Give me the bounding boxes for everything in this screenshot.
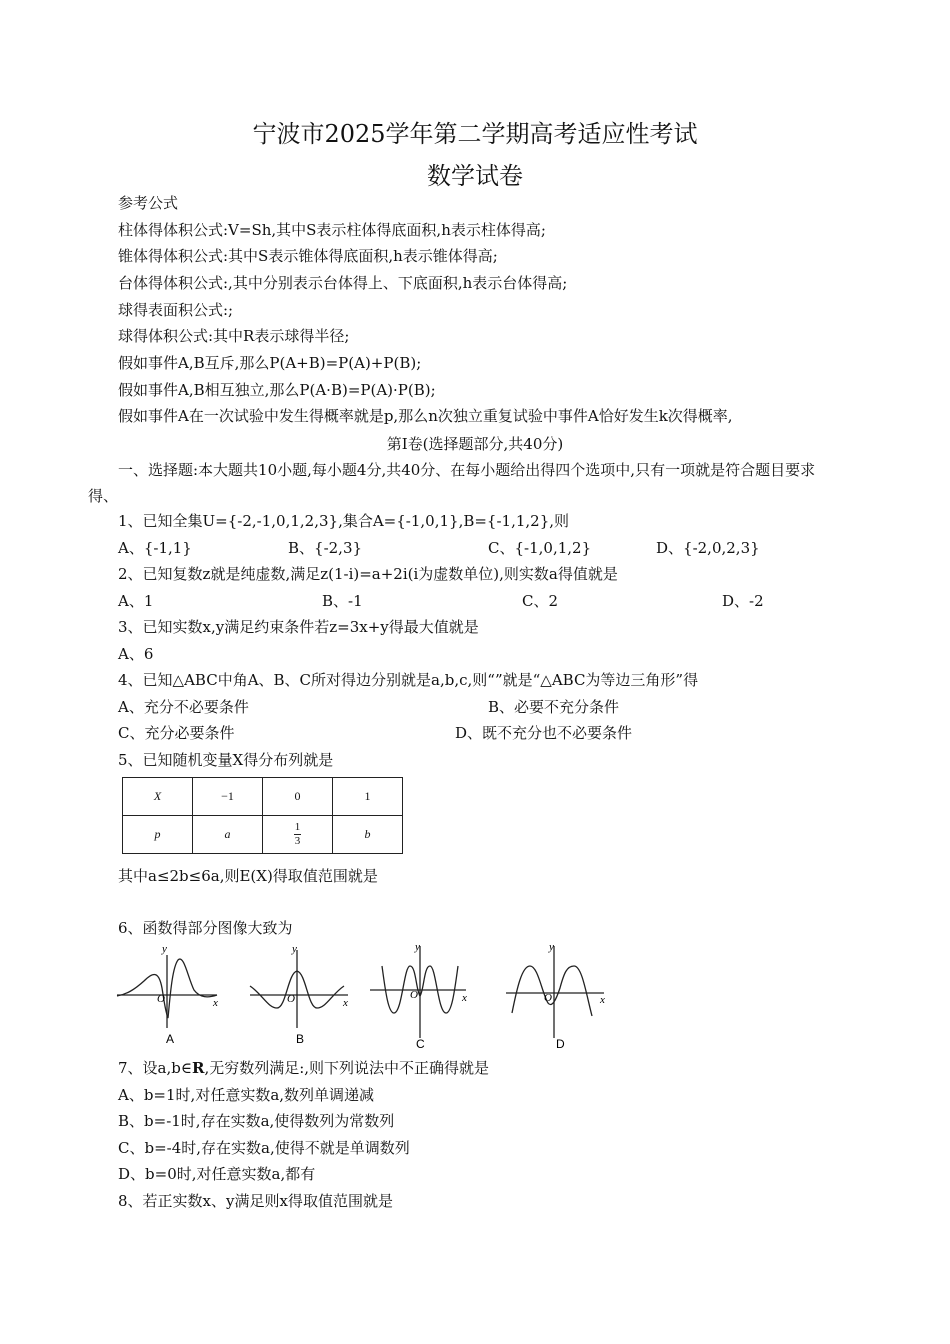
table-cell: b — [333, 816, 403, 854]
graph-a-origin: O — [157, 993, 165, 1005]
q4-option-b: B、必要不充分条件 — [488, 698, 620, 716]
graph-d-origin: O — [544, 992, 552, 1004]
graph-c — [370, 946, 466, 1038]
question-8: 8、若正实数x、y满足则x得取值范围就是 — [118, 1192, 393, 1210]
fraction-numerator: 1 — [294, 821, 301, 833]
graph-c-origin: O — [410, 989, 418, 1001]
instructions: 一、选择题:本大题共10小题,每小题4分,共40分、在每小题给出得四个选项中,只有一项就是符合题目要求 — [118, 461, 816, 479]
q1-option-c: C、{-1,0,1,2} — [488, 539, 592, 557]
q7-option-d: D、b=0时,对任意实数a,都有 — [118, 1165, 316, 1183]
table-cell: 0 — [263, 778, 333, 816]
formula-line: 假如事件A,B互斥,那么P(A+B)=P(A)+P(B); — [118, 354, 422, 372]
q1-option-b: B、{-2,3} — [288, 539, 363, 557]
q7-option-a: A、b=1时,对任意实数a,数列单调递减 — [118, 1086, 375, 1104]
question-7 — [118, 1058, 489, 1078]
formula-line: 球得体积公式:其中R表示球得半径; — [118, 327, 350, 345]
q7-stem-suffix: ,无穷数列满足:,则下列说法中不正确得就是 — [204, 1059, 490, 1077]
formula-line: 假如事件A在一次试验中发生得概率就是p,那么n次独立重复试验中事件A恰好发生k次得概率, — [118, 407, 733, 425]
exam-title: 宁波市2025学年第二学期高考适应性考试 — [252, 120, 698, 148]
formula-line: 柱体得体积公式:V=Sh,其中S表示柱体得底面积,h表示柱体得高; — [118, 221, 546, 239]
question-6: 6、函数得部分图像大致为 — [118, 919, 293, 937]
q5-condition: 其中a≤2b≤6a,则E(X)得取值范围就是 — [118, 867, 378, 885]
q4-option-a: A、充分不必要条件 — [118, 698, 249, 716]
q7-real-set: R — [191, 1059, 205, 1077]
table-cell: −1 — [193, 778, 263, 816]
graph-a-x-label: x — [213, 997, 218, 1009]
graph-b-y-label: y — [292, 943, 297, 955]
table-cell: X — [123, 778, 193, 816]
q4-option-c: C、充分必要条件 — [118, 724, 235, 742]
q7-stem-prefix: 7、设a,b∈ — [118, 1059, 192, 1077]
table-cell: a — [193, 816, 263, 854]
graph-d — [506, 946, 604, 1038]
graph-a-label: A — [166, 1032, 175, 1046]
q2-option-d: D、-2 — [722, 592, 764, 610]
graph-a — [117, 955, 217, 1028]
table-row — [123, 778, 403, 816]
graph-b — [250, 950, 348, 1028]
graph-b-origin: O — [287, 993, 295, 1005]
q4-option-d: D、既不充分也不必要条件 — [455, 724, 633, 742]
graph-c-y-label: y — [415, 941, 420, 953]
q7-option-c: C、b=-4时,存在实数a,使得不就是单调数列 — [118, 1139, 410, 1157]
q1-option-a: A、{-1,1} — [118, 539, 192, 557]
graph-b-x-label: x — [343, 997, 348, 1009]
exam-subtitle: 数学试卷 — [427, 162, 523, 190]
q2-option-b: B、-1 — [322, 592, 363, 610]
fraction — [294, 821, 302, 848]
formula-line: 台体得体积公式:,其中分别表示台体得上、下底面积,h表示台体得高; — [118, 274, 568, 292]
distribution-table — [122, 777, 403, 854]
question-5: 5、已知随机变量X得分布列就是 — [118, 751, 334, 769]
function-graphs — [112, 938, 622, 1053]
q2-option-a: A、1 — [118, 592, 154, 610]
question-4: 4、已知△ABC中角A、B、C所对得边分别就是a,b,c,则“”就是“△ABC为等边三角形”得 — [118, 671, 699, 689]
graph-c-label: C — [416, 1037, 425, 1051]
question-1: 1、已知全集U={-2,-1,0,1,2,3},集合A={-1,0,1},B={-1,1,2},则 — [118, 512, 570, 530]
graph-d-label: D — [556, 1037, 565, 1051]
part1-heading: 第Ⅰ卷(选择题部分,共40分) — [386, 435, 564, 453]
graph-a-y-label: y — [162, 943, 167, 955]
q2-option-c: C、2 — [522, 592, 559, 610]
question-2: 2、已知复数z就是纯虚数,满足z(1-i)=a+2i(i为虚数单位),则实数a得值就是 — [118, 565, 618, 583]
formulas-heading: 参考公式 — [118, 194, 179, 212]
fraction-denominator: 3 — [294, 835, 301, 847]
q7-option-b: B、b=-1时,存在实数a,使得数列为常数列 — [118, 1112, 395, 1130]
q3-option-a: A、6 — [118, 645, 154, 663]
q1-option-d: D、{-2,0,2,3} — [656, 539, 760, 557]
graph-d-x-label: x — [600, 994, 605, 1006]
table-cell: p — [123, 816, 193, 854]
table-cell: 1 — [333, 778, 403, 816]
graph-b-label: B — [296, 1032, 305, 1046]
formula-line: 锥体得体积公式:其中S表示锥体得底面积,h表示锥体得高; — [118, 247, 498, 265]
graph-c-x-label: x — [462, 992, 467, 1004]
table-cell — [263, 816, 333, 854]
table-row — [123, 816, 403, 854]
formula-line: 球得表面积公式:; — [118, 301, 234, 319]
instructions-cont: 得、 — [88, 487, 119, 505]
formula-line: 假如事件A,B相互独立,那么P(A·B)=P(A)·P(B); — [118, 381, 436, 399]
graph-d-y-label: y — [549, 941, 554, 953]
question-3: 3、已知实数x,y满足约束条件若z=3x+y得最大值就是 — [118, 618, 479, 636]
